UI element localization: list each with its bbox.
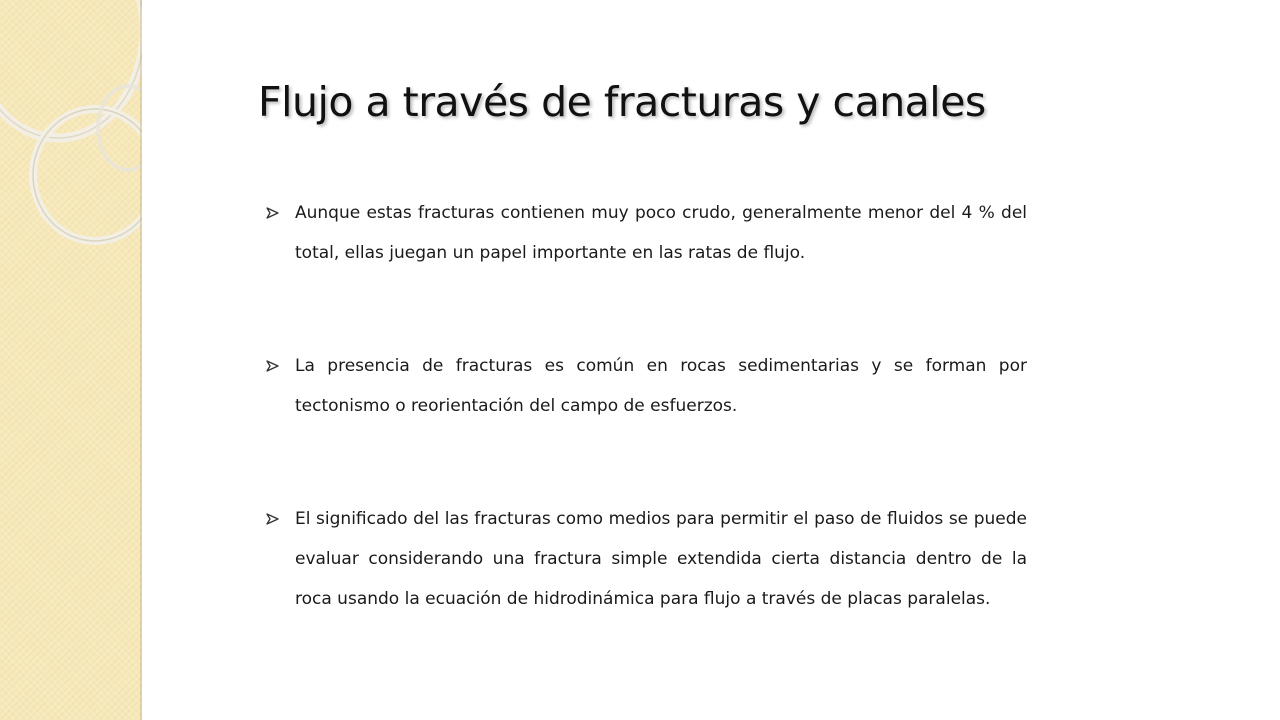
ring-decoration-icon: [0, 0, 142, 720]
bullet-text: La presencia de fracturas es común en rocas sedimentarias y se forman por tectonismo o reorientación del campo de esfuerzos.: [295, 356, 1027, 416]
arrowhead-bullet-icon: [266, 207, 279, 219]
arrowhead-bullet-icon: [266, 513, 279, 525]
bullet-list: [265, 193, 1027, 619]
arrowhead-bullet-icon: [266, 360, 279, 372]
side-panel-shadow: [140, 0, 142, 720]
slide-title: Flujo a través de fracturas y canales: [258, 78, 986, 126]
bullet-item: [265, 346, 1027, 426]
bullet-item: [265, 499, 1027, 619]
bullet-text: Aunque estas fracturas contienen muy poco crudo, generalmente menor del 4 % del total, ellas juegan un papel importante en las ratas de flujo.: [295, 203, 1027, 263]
bullet-item: [265, 193, 1027, 273]
bullet-text: El significado del las fracturas como medios para permitir el paso de fluidos se puede evaluar considerando una fractura simple extendida cierta distancia dentro de la roca usando la ecuación de hidrodinámica para flujo a través de placas paralelas.: [295, 509, 1027, 609]
decorative-side-panel: [0, 0, 142, 720]
